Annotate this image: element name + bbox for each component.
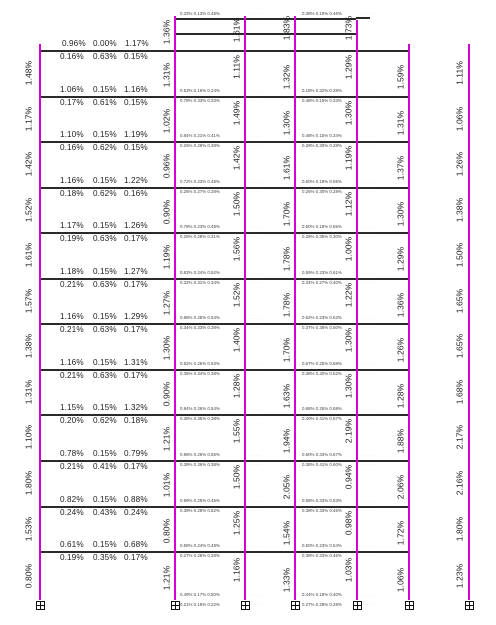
interior-column-ratio: 1.06% (395, 567, 406, 592)
column-3 (244, 16, 246, 600)
interior-column-ratio: 1.28% (395, 383, 406, 408)
bay2-annotation: · · · · · · · (249, 453, 261, 457)
column-6 (408, 44, 410, 600)
bay2-annotation: · · · · · · · (249, 553, 261, 557)
bay4-annotation: · · · · · · · (362, 593, 374, 597)
bay4-annotation: · · · · · · · (362, 180, 374, 184)
bay2-annotation: · · · · · · · (249, 134, 261, 138)
bay4-annotation: · · · · · · · (362, 371, 374, 375)
interior-column-ratio: 1.78% (281, 246, 292, 272)
column-5 (356, 20, 358, 600)
bay4-annotation: · · · · · · · (362, 407, 374, 411)
penthouse-beam-lower (174, 33, 356, 35)
interior-column-ratio: 1.33% (281, 567, 292, 592)
right-column-ratio: 2.17% (454, 424, 465, 450)
beam-bottom-ratio: 1.31% (124, 358, 148, 367)
bay3-beam-top-ratio: 0.27% 0.28% 0.28% (302, 602, 342, 607)
interior-column-ratio: 1.63% (281, 383, 292, 408)
bay2-annotation: · · · · · · · (249, 234, 261, 238)
beam-bottom-ratio: 0.15% (93, 221, 117, 230)
bay2-annotation: · · · · · · · (249, 362, 261, 366)
beam-top-ratio: 0.62% (93, 143, 117, 152)
right-column-ratio: 1.38% (454, 197, 465, 222)
bay4-annotation: · · · · · · · (362, 225, 374, 229)
beam-top-ratio: 0.63% (93, 280, 117, 289)
beam-top-ratio: 0.16% (60, 52, 84, 61)
interior-column-ratio: 1.32% (281, 64, 292, 90)
interior-column-ratio: 1.40% (231, 327, 242, 353)
bay3-beam-bottom-ratio: 0.18% 0.32% 0.28% (302, 88, 342, 93)
beam-bottom-ratio: 0.61% (60, 540, 84, 549)
bay3-beam-top-ratio: 0.38% 0.19% 0.46% (302, 11, 342, 16)
beam-bottom-ratio: 1.17% (60, 221, 84, 230)
beam-top-ratio: 0.15% (124, 98, 148, 107)
beam-top-ratio: 0.41% (93, 462, 117, 471)
beam-bottom-ratio: 1.32% (124, 403, 148, 412)
bay4-annotation: · · · · · · · (362, 508, 374, 512)
bay3-beam-top-ratio: 0.34% 0.27% 0.40% (302, 280, 342, 285)
interior-column-ratio: 0.80% (161, 518, 172, 543)
bay2-annotation: · · · · · · · (249, 499, 261, 503)
beam-bottom-ratio: 0.82% (60, 495, 84, 504)
beam-bottom-ratio: 0.15% (93, 176, 117, 185)
beam-top-ratio: 0.24% (60, 508, 84, 517)
interior-column-ratio: 1.30% (343, 327, 354, 353)
interior-column-ratio: 1.25% (231, 510, 242, 535)
beam-top-ratio: 0.17% (60, 98, 84, 107)
interior-column-ratio: 1.30% (395, 201, 406, 226)
beam-bottom-ratio: 0.15% (93, 449, 117, 458)
bay3-beam-bottom-ratio: 0.50% 0.23% 0.54% (302, 543, 342, 548)
interior-column-ratio: 1.59% (395, 64, 406, 90)
left-column-ratio: 1.42% (23, 151, 34, 177)
beam-bottom-ratio: 1.19% (124, 130, 148, 139)
bay4-annotation: · · · · · · · (362, 234, 374, 238)
interior-column-ratio: 1.54% (281, 520, 292, 545)
roof-beam-ratio: 0.96% (62, 39, 86, 48)
left-column-ratio: 1.61% (23, 242, 34, 268)
interior-column-ratio: 1.00% (343, 236, 354, 262)
beam-top-ratio: 0.63% (93, 52, 117, 61)
bay1-beam-top-ratio: 0.27% 0.28% 0.28% (180, 553, 220, 558)
penthouse-stub-beam (356, 17, 370, 19)
bay1-beam-bottom-ratio: 0.84% 0.21% 0.41% (180, 133, 220, 138)
bay2-annotation: · · · · · · · (249, 180, 261, 184)
beam-top-ratio: 0.62% (93, 189, 117, 198)
bay1-beam-top-ratio: 0.28% 0.28% 0.31% (180, 234, 220, 239)
bay1-beam-bottom-ratio: 0.99% 0.25% 0.45% (180, 498, 220, 503)
left-column-ratio: 1.53% (23, 516, 34, 541)
beam-bottom-ratio: 0.78% (60, 449, 84, 458)
beam-bottom-ratio: 0.88% (124, 495, 148, 504)
bay3-beam-bottom-ratio: 0.44% 0.18% 0.40% (302, 592, 342, 597)
right-column-ratio: 1.80% (454, 516, 465, 541)
beam-top-ratio: 0.17% (124, 234, 148, 243)
column-1 (39, 44, 41, 600)
beam-top-ratio: 0.62% (93, 416, 117, 425)
bay2-annotation: · · · · · · · (249, 544, 261, 548)
beam-bottom-ratio: 0.15% (93, 267, 117, 276)
beam-bottom-ratio: 1.15% (60, 403, 84, 412)
interior-column-ratio: 1.55% (231, 418, 242, 444)
interior-column-ratio: 1.70% (281, 337, 292, 363)
beam-top-ratio: 0.24% (124, 508, 148, 517)
bay1-beam-bottom-ratio: 0.92% 0.26% 0.53% (180, 361, 220, 366)
bay2-annotation: · · · · · · · (249, 98, 261, 102)
bay4-annotation: · · · · · · · (362, 462, 374, 466)
interior-column-ratio: 1.61% (281, 155, 292, 181)
bay2-annotation: · · · · · · · (249, 189, 261, 193)
bay2-annotation: · · · · · · · (249, 593, 261, 597)
bay1-beam-top-ratio: 0.26% 0.28% 0.28% (180, 143, 220, 148)
left-column-ratio: 1.17% (23, 106, 34, 131)
beam-bottom-ratio: 1.27% (124, 267, 148, 276)
beam-bottom-ratio: 1.22% (124, 176, 148, 185)
interior-column-ratio: 1.50% (231, 464, 242, 490)
bay1-beam-top-ratio: 0.34% 0.33% 0.38% (180, 325, 220, 330)
bay3-beam-top-ratio: 0.28% 0.35% 0.30% (302, 234, 342, 239)
column-top-ratio: 1.73% (343, 15, 354, 41)
interior-column-ratio: 1.19% (343, 145, 354, 171)
bay2-annotation: · · · · · · · (249, 325, 261, 329)
support-7-icon (465, 601, 474, 610)
bay1-beam-top-ratio: 0.33% 0.13% 0.48% (180, 11, 220, 16)
support-1-icon (36, 601, 45, 610)
bay1-beam-top-ratio: 0.32% 0.31% 0.34% (180, 280, 220, 285)
bay2-annotation: · · · · · · · (249, 271, 261, 275)
interior-column-ratio: 1.02% (161, 108, 172, 133)
support-5-icon (353, 601, 362, 610)
bay3-beam-top-ratio: 0.37% 0.38% 0.50% (302, 325, 342, 330)
beam-bottom-ratio: 0.15% (93, 358, 117, 367)
bay4-annotation: · · · · · · · (362, 280, 374, 284)
bay2-annotation: · · · · · · · (249, 11, 261, 15)
roof-beam-ratio: 0.00% (93, 39, 117, 48)
bay3-beam-bottom-ratio: 0.62% 0.23% 0.63% (302, 315, 342, 320)
bay4-annotation: · · · · · · · (362, 134, 374, 138)
interior-column-ratio: 1.70% (281, 201, 292, 226)
left-column-ratio: 1.38% (23, 333, 34, 359)
left-column-ratio: 1.48% (23, 60, 34, 86)
beam-bottom-ratio: 0.15% (93, 130, 117, 139)
beam-bottom-ratio: 0.15% (93, 540, 117, 549)
interior-column-ratio: 1.42% (231, 145, 242, 171)
support-4-icon (291, 601, 300, 610)
beam-bottom-ratio: 0.68% (124, 540, 148, 549)
interior-column-ratio: 0.90% (161, 381, 172, 406)
penthouse-beam-upper (174, 18, 356, 20)
bay1-beam-top-ratio: 0.39% 0.36% 0.38% (180, 462, 220, 467)
bay4-annotation: · · · · · · · (362, 499, 374, 503)
bay3-beam-bottom-ratio: 0.48% 0.15% 0.34% (302, 133, 342, 138)
beam-top-ratio: 0.17% (124, 553, 148, 562)
left-column-ratio: 1.57% (23, 288, 34, 313)
interior-column-ratio: 1.94% (281, 428, 292, 454)
bay1-beam-top-ratio: 0.39% 0.28% 0.52% (180, 508, 220, 513)
left-column-ratio: 1.52% (23, 197, 34, 222)
support-6-icon (405, 601, 414, 610)
right-column-ratio: 1.23% (454, 563, 465, 588)
interior-column-ratio: 1.26% (395, 337, 406, 363)
bay4-annotation: · · · · · · · (362, 362, 374, 366)
right-column-ratio: 1.26% (454, 151, 465, 177)
interior-column-ratio: 1.22% (343, 282, 354, 307)
bay3-beam-top-ratio: 0.48% 0.15% 0.33% (302, 98, 342, 103)
beam-top-ratio: 0.17% (124, 325, 148, 334)
right-column-ratio: 1.65% (454, 288, 465, 313)
interior-column-ratio: 1.19% (161, 244, 172, 270)
column-top-ratio: 1.36% (161, 19, 172, 45)
column-top-ratio: 1.61% (231, 17, 242, 43)
interior-column-ratio: 1.30% (343, 100, 354, 125)
bay4-annotation: · · · · · · · (362, 271, 374, 275)
beam-top-ratio: 0.21% (60, 462, 84, 471)
bay4-annotation: · · · · · · · (362, 11, 374, 15)
bay1-beam-bottom-ratio: 0.83% 0.24% 0.52% (180, 270, 220, 275)
bay1-beam-top-ratio: 0.26% 0.27% 0.28% (180, 189, 220, 194)
interior-column-ratio: 1.11% (231, 55, 242, 79)
bay1-beam-bottom-ratio: 0.49% 0.17% 0.50% (180, 592, 220, 597)
right-column-ratio: 1.65% (454, 333, 465, 359)
beam-top-ratio: 0.63% (93, 371, 117, 380)
interior-column-ratio: 1.31% (161, 62, 172, 88)
beam-bottom-ratio: 0.15% (93, 312, 117, 321)
bay1-beam-top-ratio: 0.21% 0.19% 0.22% (180, 602, 220, 607)
bay3-beam-top-ratio: 0.38% 0.41% 0.60% (302, 462, 342, 467)
bay3-beam-bottom-ratio: 0.68% 0.25% 0.68% (302, 406, 342, 411)
beam-top-ratio: 0.17% (124, 280, 148, 289)
interior-column-ratio: 1.31% (395, 110, 406, 135)
interior-column-ratio: 1.36% (395, 292, 406, 317)
interior-column-ratio: 2.06% (395, 474, 406, 500)
left-column-ratio: 1.80% (23, 470, 34, 496)
right-column-ratio: 1.50% (454, 242, 465, 268)
bay2-annotation: · · · · · · · (249, 280, 261, 284)
interior-column-ratio: 1.12% (343, 191, 354, 216)
beam-top-ratio: 0.18% (60, 189, 84, 198)
interior-column-ratio: 1.28% (231, 373, 242, 398)
bay4-annotation: · · · · · · · (362, 98, 374, 102)
bay2-annotation: · · · · · · · (249, 89, 261, 93)
bay3-beam-top-ratio: 0.38% 0.33% 0.46% (302, 508, 342, 513)
bay3-beam-bottom-ratio: 0.50% 0.18% 0.55% (302, 224, 342, 229)
interior-column-ratio: 1.30% (281, 110, 292, 135)
bay1-beam-bottom-ratio: 0.98% 0.26% 0.55% (180, 452, 220, 457)
interior-column-ratio: 1.29% (343, 54, 354, 80)
beam-top-ratio: 0.20% (60, 416, 84, 425)
bay3-beam-bottom-ratio: 0.59% 0.23% 0.61% (302, 270, 342, 275)
interior-column-ratio: 1.50% (231, 191, 242, 216)
beam-top-ratio: 0.16% (60, 143, 84, 152)
bay2-annotation: · · · · · · · (249, 225, 261, 229)
bay2-annotation: · · · · · · · (249, 602, 261, 606)
bay4-annotation: · · · · · · · (362, 143, 374, 147)
bay3-beam-top-ratio: 0.28% 0.30% 0.28% (302, 143, 342, 148)
beam-top-ratio: 0.63% (93, 325, 117, 334)
bay3-beam-top-ratio: 0.38% 0.33% 0.46% (302, 553, 342, 558)
bay3-beam-bottom-ratio: 0.60% 0.33% 0.67% (302, 452, 342, 457)
bay2-annotation: · · · · · · · (249, 508, 261, 512)
interior-column-ratio: 1.52% (231, 282, 242, 307)
beam-top-ratio: 0.21% (60, 280, 84, 289)
roof-beam-ratio: 1.17% (125, 39, 149, 48)
bay3-beam-bottom-ratio: 0.67% 0.25% 0.68% (302, 361, 342, 366)
right-column-ratio: 1.68% (454, 379, 465, 404)
bay4-annotation: · · · · · · · (362, 602, 374, 606)
right-column-ratio: 1.06% (454, 106, 465, 131)
beam-top-ratio: 0.43% (93, 508, 117, 517)
bay3-beam-top-ratio: 0.38% 0.40% 0.52% (302, 371, 342, 376)
interior-column-ratio: 1.49% (231, 100, 242, 125)
bay4-annotation: · · · · · · · (362, 316, 374, 320)
interior-column-ratio: 1.72% (395, 520, 406, 545)
interior-column-ratio: 2.05% (281, 474, 292, 500)
beam-bottom-ratio: 1.16% (60, 176, 84, 185)
bay1-beam-top-ratio: 0.36% 0.34% 0.38% (180, 371, 220, 376)
beam-top-ratio: 0.19% (60, 553, 84, 562)
bay3-beam-top-ratio: 0.26% 0.30% 0.28% (302, 189, 342, 194)
bay4-annotation: · · · · · · · (362, 325, 374, 329)
bay4-annotation: · · · · · · · (362, 189, 374, 193)
beam-bottom-ratio: 0.15% (93, 85, 117, 94)
bay2-annotation: · · · · · · · (249, 416, 261, 420)
bay1-beam-bottom-ratio: 0.94% 0.26% 0.54% (180, 406, 220, 411)
bay4-annotation: · · · · · · · (362, 89, 374, 93)
bay4-annotation: · · · · · · · (362, 453, 374, 457)
interior-column-ratio: 1.30% (161, 335, 172, 361)
column-top-ratio: 1.83% (281, 15, 292, 41)
bay1-beam-bottom-ratio: 0.78% 0.23% 0.48% (180, 224, 220, 229)
bay2-annotation: · · · · · · · (249, 371, 261, 375)
interior-column-ratio: 0.90% (161, 199, 172, 224)
beam-top-ratio: 0.15% (124, 52, 148, 61)
beam-bottom-ratio: 1.26% (124, 221, 148, 230)
interior-column-ratio: 1.21% (161, 565, 172, 590)
bay1-beam-bottom-ratio: 0.58% 0.24% 0.48% (180, 543, 220, 548)
bay4-annotation: · · · · · · · (362, 416, 374, 420)
beam-top-ratio: 0.15% (124, 143, 148, 152)
interior-column-ratio: 1.01% (161, 472, 172, 498)
beam-bottom-ratio: 0.15% (93, 495, 117, 504)
bay2-annotation: · · · · · · · (249, 407, 261, 411)
bay1-beam-bottom-ratio: 0.53% 0.16% 0.24% (180, 88, 220, 93)
interior-column-ratio: 0.94% (343, 464, 354, 490)
left-column-ratio: 1.10% (23, 424, 34, 450)
beam-bottom-ratio: 1.16% (60, 312, 84, 321)
bay2-annotation: · · · · · · · (249, 143, 261, 147)
beam-bottom-ratio: 1.16% (124, 85, 148, 94)
beam-bottom-ratio: 1.06% (60, 85, 84, 94)
bay1-beam-bottom-ratio: 0.88% 0.25% 0.54% (180, 315, 220, 320)
bay1-beam-top-ratio: 0.38% 0.35% 0.38% (180, 416, 220, 421)
interior-column-ratio: 1.37% (395, 155, 406, 181)
beam-top-ratio: 0.18% (124, 416, 148, 425)
bay2-annotation: · · · · · · · (249, 462, 261, 466)
beam-top-ratio: 0.21% (60, 371, 84, 380)
interior-column-ratio: 1.03% (343, 557, 354, 582)
interior-column-ratio: 1.16% (231, 557, 242, 582)
beam-bottom-ratio: 0.15% (93, 403, 117, 412)
column-2 (174, 16, 176, 600)
interior-column-ratio: 1.78% (281, 292, 292, 317)
bay3-beam-bottom-ratio: 0.50% 0.18% 0.55% (302, 179, 342, 184)
right-column-ratio: 2.16% (454, 470, 465, 496)
beam-bottom-ratio: 0.79% (124, 449, 148, 458)
beam-top-ratio: 0.17% (124, 371, 148, 380)
support-2-icon (171, 601, 180, 610)
interior-column-ratio: 1.56% (231, 236, 242, 262)
beam-top-ratio: 0.19% (60, 234, 84, 243)
interior-column-ratio: 1.27% (161, 290, 172, 315)
interior-column-ratio: 1.29% (395, 246, 406, 272)
interior-column-ratio: 1.30% (343, 373, 354, 398)
interior-column-ratio: 2.19% (343, 418, 354, 444)
interior-column-ratio: 0.98% (343, 510, 354, 535)
bay4-annotation: · · · · · · · (362, 544, 374, 548)
beam-top-ratio: 0.63% (93, 234, 117, 243)
beam-bottom-ratio: 1.18% (60, 267, 84, 276)
bay4-annotation: · · · · · · · (362, 553, 374, 557)
interior-column-ratio: 1.88% (395, 428, 406, 454)
beam-center-bays-0 (174, 50, 408, 52)
right-column-ratio: 1.11% (454, 61, 465, 85)
beam-top-ratio: 0.21% (60, 325, 84, 334)
beam-bottom-ratio: 1.16% (60, 358, 84, 367)
interior-column-ratio: 0.96% (161, 153, 172, 179)
beam-top-ratio: 0.17% (124, 462, 148, 471)
bay1-beam-top-ratio: 0.78% 0.33% 0.33% (180, 98, 220, 103)
beam-top-ratio: 0.61% (93, 98, 117, 107)
bay3-beam-bottom-ratio: 0.58% 0.33% 0.53% (302, 498, 342, 503)
beam-top-ratio: 0.35% (93, 553, 117, 562)
beam-bottom-ratio: 1.29% (124, 312, 148, 321)
bay2-annotation: · · · · · · · (249, 316, 261, 320)
column-7 (468, 44, 470, 600)
column-4 (294, 16, 296, 600)
bay1-beam-bottom-ratio: 0.72% 0.23% 0.48% (180, 179, 220, 184)
beam-bottom-ratio: 1.10% (60, 130, 84, 139)
bay3-beam-top-ratio: 0.40% 0.41% 0.57% (302, 416, 342, 421)
left-column-ratio: 1.31% (23, 379, 34, 404)
beam-top-ratio: 0.16% (124, 189, 148, 198)
left-column-ratio: 0.80% (23, 563, 34, 588)
interior-column-ratio: 1.21% (161, 426, 172, 452)
